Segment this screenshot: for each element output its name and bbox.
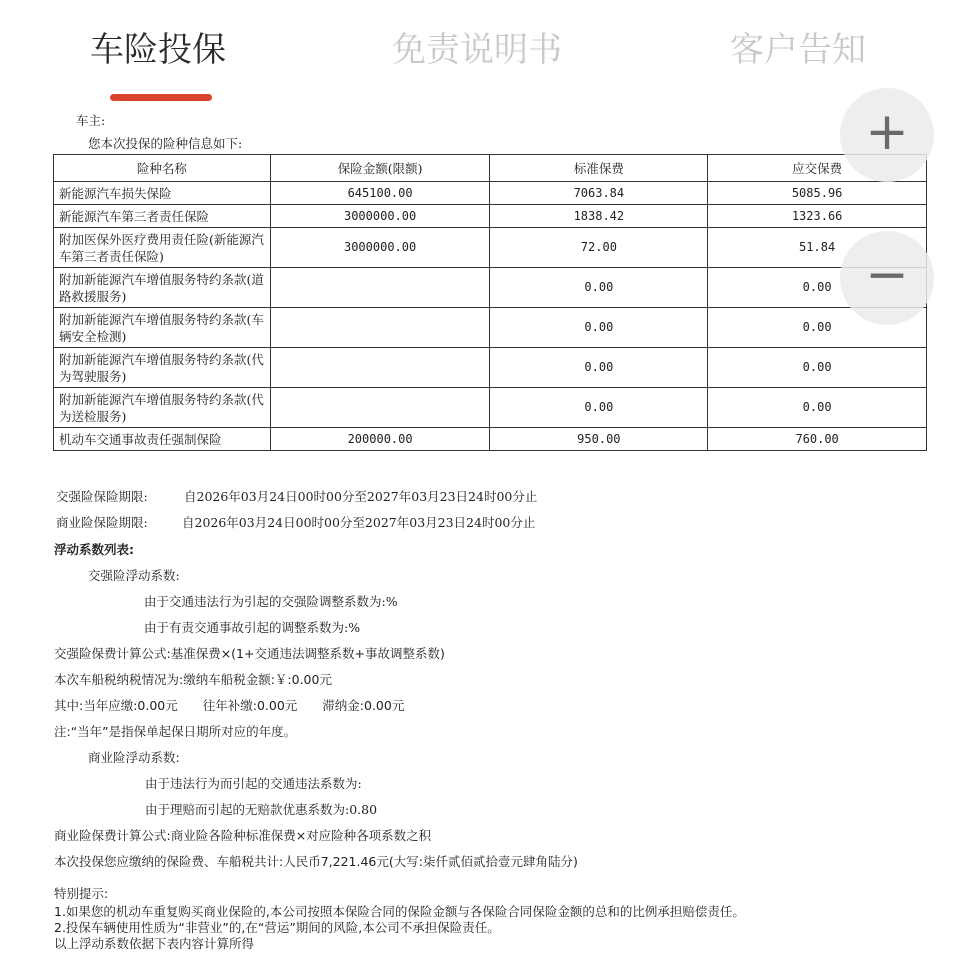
table-row	[54, 182, 927, 205]
coverage-amount	[270, 308, 490, 348]
coverage-name: 附加新能源汽车增值服务特约条款(道路救援服务)	[54, 268, 271, 308]
coverage-name: 附加新能源汽车增值服务特约条款(代为驾驶服务)	[54, 348, 271, 388]
total-premium: 本次投保您应缴纳的保险费、车船税共计:人民币7,221.46元(大写:柒仟贰佰贰拾壹元肆角陆分)	[54, 854, 578, 869]
coverage-name: 新能源汽车损失保险	[54, 182, 271, 205]
standard-premium: 1838.42	[490, 205, 708, 228]
coverage-amount: 3000000.00	[270, 228, 490, 268]
due-premium: 0.00	[708, 348, 927, 388]
table-row	[54, 428, 927, 451]
tab-bar	[0, 0, 960, 105]
table-row	[54, 388, 927, 428]
tips-title: 特别提示:	[54, 886, 109, 901]
table-row	[54, 308, 927, 348]
due-premium: 0.00	[708, 268, 927, 308]
standard-premium: 950.00	[490, 428, 708, 451]
table-header-row	[54, 155, 927, 182]
coverage-amount	[270, 348, 490, 388]
compulsory-period: 自2026年03月24日00时00分至2027年03月23日24时00分止	[184, 489, 538, 504]
coverage-table	[53, 154, 927, 451]
tab-customer-notice[interactable]: 客户告知	[730, 30, 866, 70]
standard-premium: 72.00	[490, 228, 708, 268]
commercial-period: 自2026年03月24日00时00分至2027年03月23日24时00分止	[182, 515, 536, 530]
tip-3: 以上浮动系数依据下表内容计算所得	[54, 936, 255, 951]
compulsory-period-label: 交强险保险期限:	[56, 489, 148, 504]
tab-car-insurance[interactable]: 车险投保	[90, 30, 226, 70]
intro-text: 您本次投保的险种信息如下:	[88, 136, 243, 151]
tip-1: 1.如果您的机动车重复购买商业保险的,本公司按照本保险合同的保险金额与各保险合同保险金额的总和的比例承担赔偿责任。	[54, 904, 745, 919]
tab-disclaimer[interactable]: 免责说明书	[392, 30, 562, 70]
col-header-amount: 保险金额(限额)	[270, 155, 490, 182]
due-premium: 760.00	[708, 428, 927, 451]
owner-label: 车主:	[76, 113, 106, 128]
compulsory-float-label: 交强险浮动系数:	[88, 568, 180, 583]
commercial-float-label: 商业险浮动系数:	[88, 750, 180, 765]
standard-premium: 7063.84	[490, 182, 708, 205]
active-tab-indicator	[110, 94, 212, 101]
coverage-name: 附加医保外医疗费用责任险(新能源汽车第三者责任保险)	[54, 228, 271, 268]
standard-premium: 0.00	[490, 268, 708, 308]
float-title: 浮动系数列表:	[54, 542, 134, 557]
due-premium: 0.00	[708, 308, 927, 348]
table-row	[54, 268, 927, 308]
vehicle-tax: 本次车船税纳税情况为:缴纳车船税金额:￥:0.00元	[54, 672, 332, 687]
due-premium: 51.84	[708, 228, 927, 268]
zoom-out-button[interactable]	[840, 231, 934, 325]
minus-icon: −	[865, 245, 909, 305]
table-row	[54, 205, 927, 228]
coverage-amount: 200000.00	[270, 428, 490, 451]
compulsory-formula: 交强险保费计算公式:基准保费×(1+交通违法调整系数+事故调整系数)	[54, 646, 445, 661]
coverage-amount: 645100.00	[270, 182, 490, 205]
coverage-name: 机动车交通事故责任强制保险	[54, 428, 271, 451]
compulsory-float-accident: 由于有责交通事故引起的调整系数为:%	[144, 620, 361, 635]
zoom-in-button[interactable]	[840, 88, 934, 182]
col-header-standard: 标准保费	[490, 155, 708, 182]
commercial-float-ncd: 由于理赔而引起的无赔款优惠系数为:0.80	[145, 802, 378, 817]
table-row	[54, 228, 927, 268]
commercial-float-violation: 由于违法行为而引起的交通违法系数为:	[145, 776, 362, 791]
due-premium: 0.00	[708, 388, 927, 428]
coverage-name: 附加新能源汽车增值服务特约条款(代为送检服务)	[54, 388, 271, 428]
col-header-name: 险种名称	[54, 155, 271, 182]
due-premium: 5085.96	[708, 182, 927, 205]
compulsory-float-violation: 由于交通违法行为引起的交强险调整系数为:%	[144, 594, 398, 609]
coverage-amount	[270, 388, 490, 428]
standard-premium: 0.00	[490, 348, 708, 388]
coverage-name: 附加新能源汽车增值服务特约条款(车辆安全检测)	[54, 308, 271, 348]
commercial-period-label: 商业险保险期限:	[56, 515, 148, 530]
plus-icon: +	[865, 102, 909, 162]
table-row	[54, 348, 927, 388]
standard-premium: 0.00	[490, 308, 708, 348]
coverage-amount	[270, 268, 490, 308]
coverage-amount: 3000000.00	[270, 205, 490, 228]
commercial-formula: 商业险保费计算公式:商业险各险种标准保费×对应险种各项系数之积	[54, 828, 432, 843]
col-header-due: 应交保费	[708, 155, 927, 182]
due-premium: 1323.66	[708, 205, 927, 228]
standard-premium: 0.00	[490, 388, 708, 428]
tip-2: 2.投保车辆使用性质为“非营业”的,在“营运”期间的风险,本公司不承担保险责任。	[54, 920, 500, 935]
coverage-name: 新能源汽车第三者责任保险	[54, 205, 271, 228]
note: 注:“当年”是指保单起保日期所对应的年度。	[54, 724, 297, 739]
vehicle-tax-detail: 其中:当年应缴:0.00元 往年补缴:0.00元 滞纳金:0.00元	[54, 698, 405, 713]
